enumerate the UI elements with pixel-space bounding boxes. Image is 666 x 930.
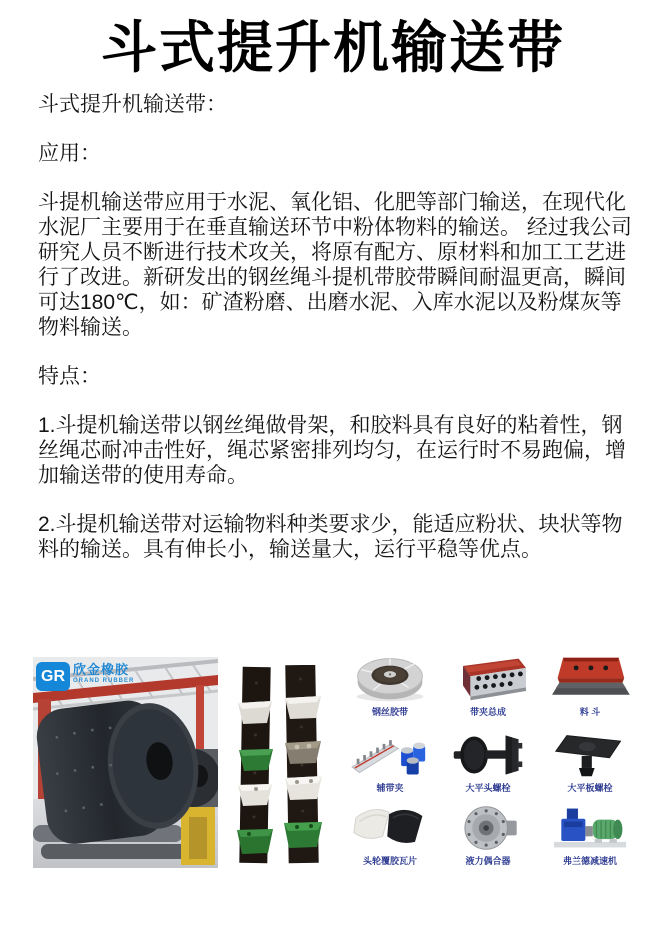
- product-item-belt-clamp-assembly: [440, 654, 536, 717]
- product-item-steel-wire-belt: [342, 654, 438, 717]
- product-item-head-pulley-rubber-tile: [342, 803, 438, 866]
- fluid-coupling-image: [440, 803, 536, 853]
- paragraph-product-name: 斗式提升机输送带：: [38, 93, 227, 116]
- buckets-illustration: [227, 665, 333, 867]
- logo-gr-icon: GR: [36, 662, 70, 691]
- company-logo: [36, 662, 134, 691]
- product-item-flat-plate-bolt: [542, 730, 638, 793]
- logo-company-name-en: GRAND RUBBER: [73, 678, 135, 684]
- product-label: 头轮覆胶瓦片: [362, 856, 417, 866]
- logo-company-name-cn: 欣金橡胶: [73, 662, 130, 677]
- paragraph-features-heading: 特点：: [38, 365, 101, 388]
- auxiliary-belt-clamp-image: [342, 730, 438, 780]
- paragraph-application-heading: 应用：: [38, 142, 101, 165]
- hopper-image: [542, 654, 638, 704]
- factory-belt-roll-photo: [33, 657, 218, 868]
- product-item-fluid-coupling: [440, 803, 536, 866]
- product-label: 带夹总成: [469, 707, 506, 717]
- product-label: 弗兰德减速机: [562, 856, 617, 866]
- image-gallery: [0, 650, 666, 880]
- product-item-flat-head-bolt: [440, 730, 536, 793]
- product-label: 大平头螺栓: [465, 783, 511, 793]
- product-label: 液力偶合器: [465, 856, 511, 866]
- product-label: 大平板螺栓: [567, 783, 613, 793]
- product-item-auxiliary-belt-clamp: [342, 730, 438, 793]
- paragraph-application-body: 斗提机输送带应用于水泥、氧化铝、化肥等部门输送，在现代化水泥厂主要用于在垂直输送环节中粉体物料的输送。 经过我公司研究人员不断进行技术攻关，将原有配方、原材料和加工工艺进行了改进。新研发出的钢丝绳斗提机带胶带瞬间耐温更高，瞬间可达180℃，如：矿渣粉磨、出磨水泥、入库水泥以及粉煤灰等物料输送。: [38, 191, 632, 339]
- head-pulley-rubber-tile-image: [342, 803, 438, 853]
- elevator-buckets-photo: [227, 665, 333, 867]
- page-title: 斗式提升机输送带: [101, 16, 565, 79]
- description-text: [38, 92, 632, 586]
- paragraph-feature-1: 1.斗提机输送带以钢丝绳做骨架，和胶料具有良好的粘着性，钢丝绳芯耐冲击性好，绳芯紧密排列均匀，在运行时不易跑偏，增加输送带的使用寿命。: [38, 414, 626, 487]
- belt-clamp-assembly-image: [440, 654, 536, 704]
- flender-reducer-image: [542, 803, 638, 853]
- steel-wire-belt-image: [342, 654, 438, 704]
- paragraph-feature-2: 2.斗提机输送带对运输物料种类要求少，能适应粉状、块状等物料的输送。具有伸长小，输送量大，运行平稳等优点。: [38, 513, 623, 561]
- product-label: 料 斗: [579, 707, 601, 717]
- product-item-hopper: [542, 654, 638, 717]
- product-item-flender-reducer: [542, 803, 638, 866]
- flat-plate-bolt-image: [542, 730, 638, 780]
- product-label: 钢丝胶带: [371, 707, 408, 717]
- product-label: 辅带夹: [376, 783, 404, 793]
- flat-head-bolt-image: [440, 730, 536, 780]
